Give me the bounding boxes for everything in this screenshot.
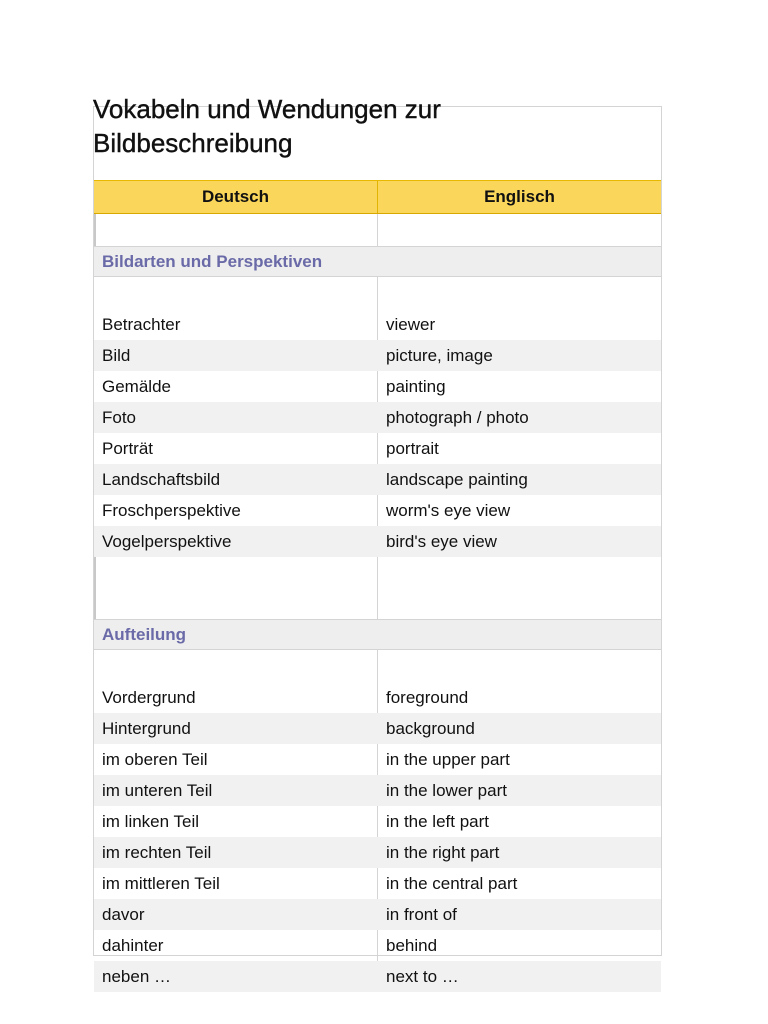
empty-cell [378, 557, 661, 619]
german-term: Froschperspektive [94, 495, 378, 526]
german-term: Gemälde [94, 371, 378, 402]
spacer-row [94, 650, 661, 682]
english-term: portrait [386, 438, 439, 458]
table-header-row [94, 180, 661, 214]
table-row [94, 526, 661, 557]
empty-cell [378, 277, 661, 309]
english-term: worm's eye view [386, 500, 511, 520]
empty-cell [378, 650, 661, 682]
english-term: behind [386, 935, 438, 955]
english-term: landscape painting [386, 469, 528, 489]
table-row [94, 837, 661, 868]
spacer-row [94, 277, 661, 309]
section-heading-row [94, 619, 661, 650]
table-row [94, 868, 661, 899]
table-row [94, 682, 661, 713]
english-term: foreground [386, 687, 469, 707]
english-term: next to … [386, 966, 459, 986]
spacer-row [94, 557, 661, 619]
german-term: im rechten Teil [94, 837, 378, 868]
table-row [94, 713, 661, 744]
empty-cell [94, 650, 378, 682]
english-term: viewer [386, 314, 436, 334]
section-heading-row [94, 246, 661, 277]
section-heading: Aufteilung [102, 624, 187, 644]
english-term: background [386, 718, 475, 738]
german-term: im unteren Teil [94, 775, 378, 806]
english-term: in front of [386, 904, 457, 924]
german-term: Foto [94, 402, 378, 433]
german-term: Bild [94, 340, 378, 371]
english-term: bird's eye view [386, 531, 497, 551]
empty-cell [378, 214, 661, 246]
section-heading: Bildarten und Perspektiven [102, 251, 323, 271]
english-term: photograph / photo [386, 407, 529, 427]
empty-cell [94, 214, 378, 246]
table-row [94, 961, 661, 992]
german-term: im linken Teil [94, 806, 378, 837]
german-term: Betrachter [94, 309, 378, 340]
table-row [94, 309, 661, 340]
english-term: in the central part [386, 873, 518, 893]
english-term: in the left part [386, 811, 490, 831]
document-title: Vokabeln und Wendungen zur Bildbeschreibung [93, 94, 441, 158]
table-row [94, 899, 661, 930]
column-header-deutsch: Deutsch [94, 181, 378, 213]
german-term: Porträt [94, 433, 378, 464]
vocabulary-table [94, 180, 661, 992]
table-row [94, 402, 661, 433]
german-term: Hintergrund [94, 713, 378, 744]
english-term: in the upper part [386, 749, 510, 769]
empty-row [94, 214, 661, 246]
german-term: davor [94, 899, 378, 930]
table-row [94, 775, 661, 806]
table-row [94, 433, 661, 464]
table-row [94, 806, 661, 837]
german-term: Vordergrund [94, 682, 378, 713]
german-term: Landschaftsbild [94, 464, 378, 495]
empty-cell [94, 277, 378, 309]
table-row [94, 495, 661, 526]
english-term: picture, image [386, 345, 493, 365]
german-term: dahinter [94, 930, 378, 961]
german-term: im mittleren Teil [94, 868, 378, 899]
table-row [94, 930, 661, 961]
german-term: neben … [94, 961, 378, 992]
table-row [94, 464, 661, 495]
table-row [94, 371, 661, 402]
english-term: painting [386, 376, 446, 396]
table-row [94, 744, 661, 775]
table-row [94, 340, 661, 371]
english-term: in the right part [386, 842, 500, 862]
empty-cell [94, 557, 378, 619]
german-term: Vogelperspektive [94, 526, 378, 557]
german-term: im oberen Teil [94, 744, 378, 775]
english-term: in the lower part [386, 780, 507, 800]
column-header-englisch: Englisch [484, 187, 555, 206]
